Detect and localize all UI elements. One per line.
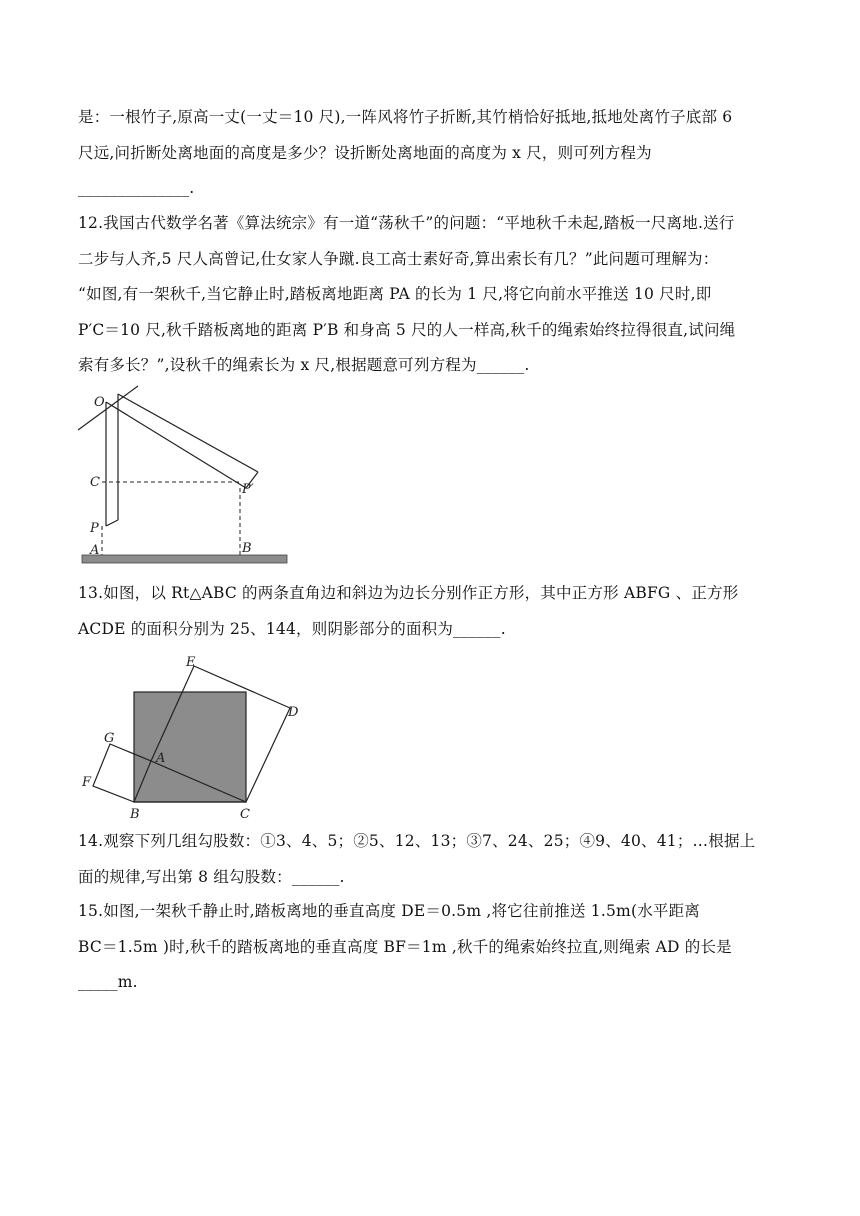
label-a: A (90, 543, 100, 558)
label-p-prime: P′ (242, 482, 254, 497)
problem-14-line-2: 面的规律,写出第 8 组勾股数：______. (78, 867, 345, 886)
problem-14-line-1: 14.观察下列几组勾股数：①3、4、5；②5、12、13；③7、24、25；④9、40、41；…根据上 (78, 832, 756, 850)
problem-13-line-1: 13.如图，以 Rt△ABC 的两条直角边和斜边为边长分别作正方形，其中正方形 ABFG 、正方形 (78, 584, 739, 602)
problem-11-line-2: 尺远,问折断处离地面的高度是多少？设折断处离地面的高度为 x 尺，则可列方程为 (78, 143, 652, 162)
problem-11 (78, 100, 784, 207)
problem-12-line-1: 12.我国古代数学名著《算法统宗》有一道“荡秋千”的问题：“平地秋千未起,踏板一尺离地.送行 (78, 214, 735, 232)
label-o: O (94, 395, 105, 410)
board-p (106, 520, 118, 526)
label-e: E (186, 655, 196, 670)
problem-15-line-2: BC＝1.5m )时,秋千的踏板离地的垂直高度 BF＝1m ,秋千的绳索始终拉直,则绳索 AD 的长是 (78, 937, 732, 956)
label-b: B (242, 541, 252, 556)
rope-pushed-lower (106, 402, 246, 488)
problem-15-line-3: _____m. (78, 973, 138, 991)
problem-12-line-4: P′C＝10 尺,秋千踏板离地的距离 P′B 和身高 5 尺的人一样高,秋千的绳索始终拉得很直,试问绳 (78, 320, 736, 339)
label-f: F (82, 775, 92, 790)
problem-12-line-5: 索有多长？”,设秋千的绳索长为 x 尺,根据题意可列方程为______. (78, 356, 530, 374)
swing-figure-12 (70, 380, 300, 570)
beam-line (78, 386, 138, 430)
problem-12-line-2: 二步与人齐,5 尺人高曾记,仕女家人争蹴.良工高士素好奇,算出索长有几？”此问题可理解为： (78, 249, 719, 268)
problem-12 (78, 206, 784, 384)
label-g: G (104, 731, 115, 746)
problem-11-line-3: ______________. (78, 179, 195, 197)
problem-12-line-3: “如图,有一架秋千,当它静止时,踏板离地距离 PA 的长为 1 尺,将它向前水平推送 10 尺时,即 (78, 285, 712, 303)
label-d: D (288, 705, 299, 720)
problem-15 (78, 894, 784, 1001)
label-c: C (90, 475, 100, 490)
label-a: A (156, 751, 166, 766)
squares-figure-13 (76, 652, 316, 824)
rope-pushed-upper (118, 394, 258, 472)
problem-11-line-1: 是：一根竹子,原高一丈(一丈＝10 尺),一阵风将竹子折断,其竹梢恰好抵地,抵地处离竹子底部 6 (78, 108, 733, 126)
label-c: C (240, 807, 250, 822)
problem-13 (78, 576, 784, 647)
label-b: B (130, 807, 140, 822)
shaded-square (134, 692, 246, 802)
problem-14 (78, 824, 784, 895)
ground (82, 555, 287, 563)
problem-15-line-1: 15.如图,一架秋千静止时,踏板离地的垂直高度 DE＝0.5m ,将它往前推送 1.5m(水平距离 (78, 902, 700, 920)
label-p: P (90, 521, 99, 536)
problem-13-line-2: ACDE 的面积分别为 25、144，则阴影部分的面积为______. (78, 619, 506, 638)
